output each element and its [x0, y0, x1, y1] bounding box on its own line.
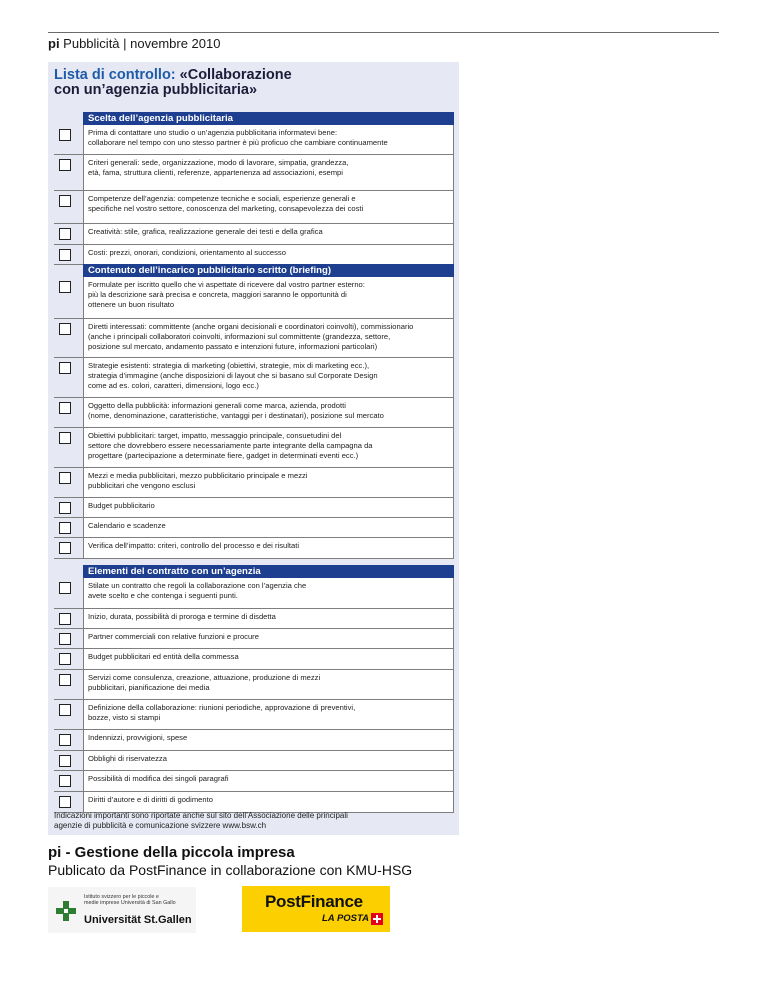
- swiss-cross-icon: [371, 913, 383, 925]
- item-text: Mezzi e media pubblicitari, mezzo pubblicitario principale e mezzi pubblicitari che vengono esclusi: [88, 471, 308, 490]
- checklist-item: [54, 518, 454, 538]
- checklist-item: [54, 649, 454, 670]
- checkbox[interactable]: [59, 402, 71, 414]
- footnote: Indicazioni importanti sono riportate anche sul sito dell’Associazione delle principali agenzie di pubblicità e comunicazione svizzere www.bsw.ch: [54, 811, 348, 830]
- item-cell: [83, 468, 454, 497]
- item-text: Prima di contattare uno studio o un’agenzia pubblicitaria informatevi bene: collaborare nel tempo con uno stesso partner è più proficuo che cambiare continuamente: [88, 128, 388, 147]
- item-cell: [83, 498, 454, 517]
- checklist-title: [54, 68, 292, 98]
- checklist-item: [54, 771, 454, 792]
- section-agency-choice: [54, 112, 454, 265]
- checklist-item: [54, 670, 454, 700]
- section-contract: [54, 565, 454, 813]
- title-accent: Lista di controllo:: [54, 67, 176, 83]
- item-text: Oggetto della pubblicità: informazioni generali come marca, azienda, prodotti (nome, denominazione, caratteristiche, vantaggi per i destinatari), posizione sul mercato: [88, 401, 384, 420]
- item-text: Strategie esistenti: strategia di marketing (obiettivi, strategie, mix di marketing ecc.), strategia d’immagine (anche disposizioni di layout che si basano sul Corporate Design come ad es. colori, caratteri, dimensioni, logo ecc.): [88, 361, 378, 390]
- item-text: Indennizzi, provvigioni, spese: [88, 733, 188, 742]
- item-cell: [83, 398, 454, 427]
- footer-subtitle: Publicato da PostFinance in collaborazione con KMU-HSG: [48, 862, 413, 878]
- checkbox[interactable]: [59, 249, 71, 261]
- checkbox[interactable]: [59, 129, 71, 141]
- item-text: Formulate per iscritto quello che vi aspettate di ricevere dal vostro partner esterno: più la descrizione sarà precisa e concreta, maggiori saranno le opportunità di ottenere un buon risultato: [88, 280, 365, 309]
- unisg-emblem-icon: [56, 901, 76, 921]
- item-text: Costi: prezzi, onorari, condizioni, orientamento al successo: [88, 248, 286, 257]
- item-cell: [83, 428, 454, 467]
- section-heading: [54, 565, 454, 578]
- item-cell: [83, 751, 454, 770]
- checkbox[interactable]: [59, 613, 71, 625]
- item-cell: [83, 629, 454, 648]
- item-cell: [83, 155, 454, 190]
- title-rest: «Collaborazione: [175, 67, 292, 83]
- item-cell: [83, 538, 454, 558]
- checklist-item: [54, 398, 454, 428]
- checkbox[interactable]: [59, 432, 71, 444]
- item-cell: [83, 191, 454, 223]
- header-brand: pi: [48, 36, 60, 51]
- checkbox[interactable]: [59, 653, 71, 665]
- section-heading: [54, 112, 454, 125]
- checkbox[interactable]: [59, 633, 71, 645]
- checklist-item: [54, 468, 454, 498]
- checkbox[interactable]: [59, 472, 71, 484]
- item-cell: [83, 358, 454, 397]
- checklist-item: [54, 224, 454, 245]
- item-text: Competenze dell’agenzia: competenze tecniche e sociali, esperienze generali e specifiche nel vostro settore, conoscenza del marketing, consapevolezza dei costi: [88, 194, 364, 213]
- item-cell: [83, 609, 454, 628]
- checklist-item: [54, 428, 454, 468]
- item-text: Servizi come consulenza, creazione, attuazione, produzione di mezzi pubblicitari, pianificazione dei media: [88, 673, 321, 692]
- section-heading: [54, 264, 454, 277]
- checkbox[interactable]: [59, 734, 71, 746]
- item-text: Obblighi di riservatezza: [88, 754, 167, 763]
- item-text: Inizio, durata, possibilità di proroga e termine di disdetta: [88, 612, 276, 621]
- item-text: Criteri generali: sede, organizzazione, modo di lavorare, simpatia, grandezza, età, fama, struttura clienti, referenze, appartenenza ad associazioni, esempi: [88, 158, 349, 177]
- checklist-item: [54, 358, 454, 398]
- item-cell: [83, 277, 454, 318]
- item-text: Calendario e scadenze: [88, 521, 166, 530]
- laposta-text: LA POSTA: [322, 913, 369, 924]
- checklist-item: [54, 319, 454, 358]
- checkbox[interactable]: [59, 502, 71, 514]
- checklist-item: [54, 730, 454, 751]
- checkbox[interactable]: [59, 704, 71, 716]
- section-briefing: [54, 264, 454, 559]
- checklist-item: [54, 155, 454, 191]
- checkbox[interactable]: [59, 796, 71, 808]
- item-cell: [83, 700, 454, 729]
- unisg-logo: [48, 887, 196, 933]
- checkbox[interactable]: [59, 228, 71, 240]
- item-text: Verifica dell’impatto: criteri, controllo del processo e dei risultati: [88, 541, 300, 550]
- header-rule: [48, 32, 719, 33]
- item-text: Diretti interessati: committente (anche organi decisionali e coordinatori coinvolti), commissionario (anche i principali collaboratori coinvolti, informazioni sul committente (grandezza, settore, posizione sul mercato, andamento passato e intenzioni future, informazioni particolari): [88, 322, 414, 351]
- checklist-item: [54, 498, 454, 518]
- checklist-item: [54, 538, 454, 559]
- checkbox[interactable]: [59, 542, 71, 554]
- checklist-item: [54, 578, 454, 609]
- postfinance-logo: [242, 886, 390, 932]
- item-cell: [83, 224, 454, 244]
- section-heading-bar: Scelta dell’agenzia pubblicitaria: [83, 112, 454, 125]
- section-heading-bar: Contenuto dell’incarico pubblicitario scritto (briefing): [83, 264, 454, 277]
- item-cell: [83, 670, 454, 699]
- item-text: Budget pubblicitario: [88, 501, 155, 510]
- checklist-item: [54, 245, 454, 265]
- checkbox[interactable]: [59, 323, 71, 335]
- header-text: Pubblicità | novembre 2010: [59, 36, 221, 51]
- item-text: Possibilità di modifica dei singoli paragrafi: [88, 774, 229, 783]
- item-text: Definizione della collaborazione: riunioni periodiche, approvazione di preventivi, bozze, visto si stampi: [88, 703, 356, 722]
- item-text: Partner commerciali con relative funzioni e procure: [88, 632, 259, 641]
- unisg-name: Universität St.Gallen: [84, 914, 192, 926]
- checklist-item: [54, 125, 454, 155]
- checkbox[interactable]: [59, 674, 71, 686]
- item-text: Creatività: stile, grafica, realizzazione generale dei testi e della grafica: [88, 227, 323, 236]
- checklist-item: [54, 277, 454, 319]
- checklist-panel: [48, 62, 459, 835]
- checkbox[interactable]: [59, 522, 71, 534]
- checkbox[interactable]: [59, 159, 71, 171]
- item-text: Stilate un contratto che regoli la collaborazione con l’agenzia che avete scelto e che contenga i seguenti punti.: [88, 581, 307, 600]
- item-cell: [83, 319, 454, 357]
- page-header: [48, 36, 220, 51]
- checkbox[interactable]: [59, 582, 71, 594]
- checkbox[interactable]: [59, 195, 71, 207]
- postfinance-name: PostFinance: [265, 892, 363, 911]
- item-cell: [83, 245, 454, 264]
- checklist-item: [54, 629, 454, 649]
- item-cell: [83, 771, 454, 791]
- item-cell: [83, 125, 454, 154]
- section-heading-bar: Elementi del contratto con un’agenzia: [83, 565, 454, 578]
- checkbox[interactable]: [59, 775, 71, 787]
- title-line2: con un’agenzia pubblicitaria»: [54, 82, 258, 98]
- checklist-item: [54, 751, 454, 771]
- checklist-item: [54, 792, 454, 813]
- item-cell: [83, 730, 454, 750]
- item-text: Diritti d’autore e di diritti di godimento: [88, 795, 213, 804]
- checklist-item: [54, 700, 454, 730]
- item-text: Budget pubblicitari ed entità della commessa: [88, 652, 239, 661]
- unisg-institute-text: Istituto svizzero per le piccole e medie imprese Università di San Gallo: [84, 894, 176, 907]
- checklist-item: [54, 609, 454, 629]
- item-cell: [83, 792, 454, 812]
- checkbox[interactable]: [59, 281, 71, 293]
- footer-title: pi - Gestione della piccola impresa: [48, 844, 295, 861]
- item-text: Obiettivi pubblicitari: target, impatto, messaggio principale, consuetudini del settore che dovrebbero essere necessariamente parte integrante della campagna da progettare (partecipazione a determinate fiere, gadget in determinati eventi ecc.): [88, 431, 373, 460]
- checkbox[interactable]: [59, 755, 71, 767]
- checklist-item: [54, 191, 454, 224]
- item-cell: [83, 518, 454, 537]
- item-cell: [83, 578, 454, 608]
- item-cell: [83, 649, 454, 669]
- checkbox[interactable]: [59, 362, 71, 374]
